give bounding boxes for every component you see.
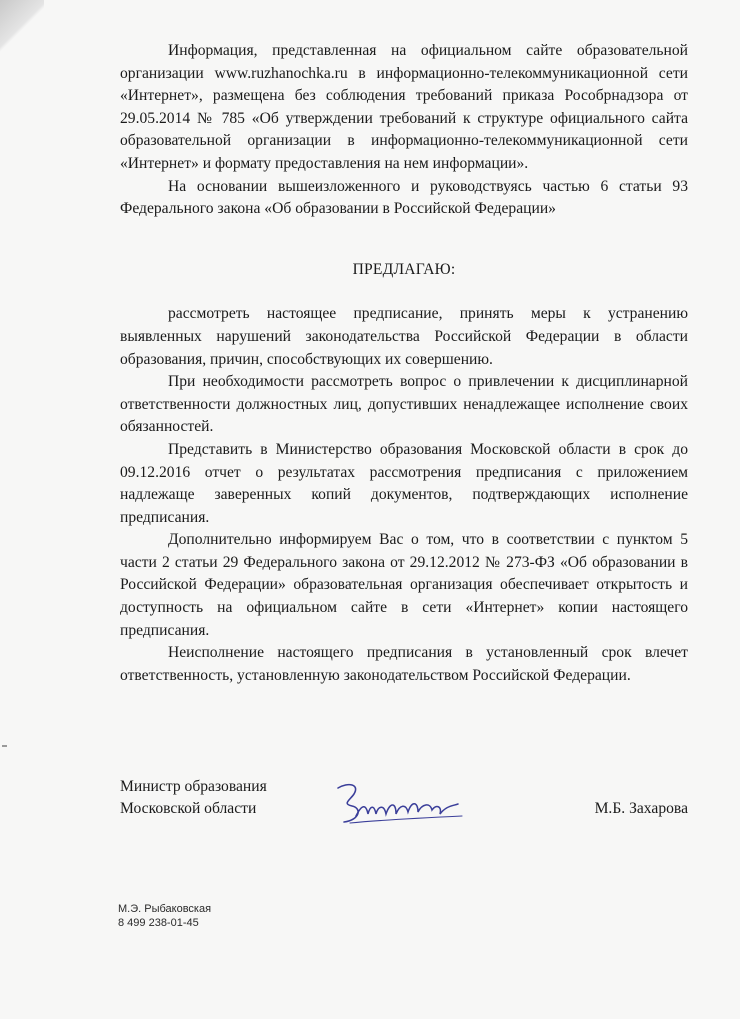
signatory-name: М.Б. Захарова (594, 800, 688, 817)
paragraph-consider: рассмотреть настоящее предписание, принять меры к устранению выявленных нарушений законодательства Российской Федерации в области образования, причин, способствующих их совершению. (120, 305, 688, 368)
executor-info (118, 902, 211, 930)
handwritten-signature (330, 776, 470, 836)
paragraph-discipline: При необходимости рассмотреть вопрос о привлечении к дисциплинарной ответственности должностных лиц, допустивших ненадлежащее исполнение своих обязанностей. (120, 373, 688, 436)
paragraph-info: Информация, представленная на официальном сайте образовательной организации www.ruzhanochka.ru в информационно-телекоммуникационной сети «Интернет», размещена без соблюдения требований приказа Рособрнадзора от 29.05.2014 № 785 «Об утверждении требований к структуре официального сайта образовательной организации в информационно-телекоммуникационной сети «Интернет» и формату предоставления на нем информации». (120, 42, 688, 172)
paragraph-liability: Неисполнение настоящего предписания в установленный срок влечет ответственность, установленную законодательством Российской Федерации. (120, 644, 688, 684)
signatory-title (120, 776, 267, 820)
folded-corner (0, 0, 44, 60)
paragraph-basis: На основании вышеизложенного и руководствуясь частью 6 статьи 93 Федерального закона «Об образовании в Российской Федерации» (120, 177, 688, 218)
heading-propose: ПРЕДЛАГАЮ: (352, 260, 456, 278)
executor-name: М.Э. Рыбаковская (118, 903, 212, 915)
scan-mark (2, 745, 7, 747)
signature-block (120, 776, 688, 836)
document-body (120, 40, 688, 687)
signatory-title-line1: Министр образования (120, 778, 267, 795)
paragraph-inform: Дополнительно информируем Вас о том, что в соответствии с пунктом 5 части 2 статьи 29 Федерального закона от 29.12.2012 № 273-ФЗ «Об образовании в Российской Федерации» образовательная организация обеспечивает открытость и доступность на официальном сайте в сети «Интернет» копии настоящего предписания. (120, 531, 688, 639)
paragraph-report: Представить в Министерство образования Московской области в срок до 09.12.2016 отчет о результатах рассмотрения предписания с приложением надлежаще заверенных копий документов, подтверждающих исполнение предписания. (120, 440, 688, 526)
signatory-title-line2: Московской области (120, 800, 257, 817)
executor-phone: 8 499 238-01-45 (118, 917, 199, 929)
